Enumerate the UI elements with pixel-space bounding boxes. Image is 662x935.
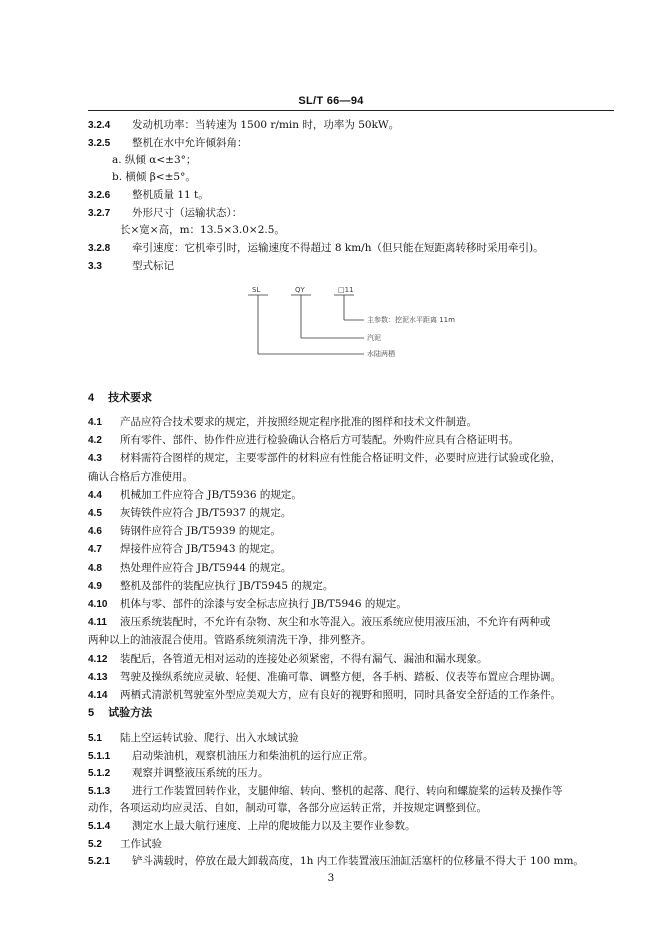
clause-number: 4.8: [88, 562, 102, 574]
clause-text: 灰铸铁件应符合 JB/T5937 的规定。: [120, 507, 292, 519]
clause-line: [88, 819, 614, 834]
clause-number: 4.14: [88, 690, 108, 701]
clause-line: [88, 670, 614, 685]
clause-text: 装配后，各管道无相对运动的连接处必须紧密，不得有漏气、漏油和漏水现象。: [120, 652, 488, 665]
clause-3-2-5: [88, 136, 614, 151]
clause-line: [88, 749, 614, 764]
clause-number: 5.2: [88, 838, 102, 850]
label-amphibious: 水陆两栖: [367, 350, 395, 358]
clause-text: 测定水上最大航行速度、上岸的爬坡能力以及主要作业参数。: [132, 820, 416, 832]
clause-3-2-6: [88, 188, 614, 203]
clause-line: [88, 597, 614, 612]
clause-line: [88, 837, 614, 852]
clause-3-2-8: [88, 241, 614, 256]
clause-3-3: [88, 259, 614, 274]
clause-number: 3.2.8: [88, 243, 111, 254]
clause-text: 型式标记: [132, 260, 174, 272]
clause-text: 发动机功率：当转速为 1500 r/min 时，功率为 50kW。: [132, 119, 400, 131]
code-sl: SL: [252, 286, 261, 294]
clause-text: 产品应符合技术要求的规定，并按照经规定程序批准的图样和技术文件制造。: [120, 416, 477, 428]
clause-text: 工作试验: [120, 837, 162, 850]
clause-line: [88, 415, 614, 430]
clause-text: 两栖式清淤机驾驶室外型应美观大方，应有良好的视野和照明，同时具备安全舒适的工作条件。: [120, 689, 561, 701]
clause-number: 4.2: [88, 435, 102, 447]
clause-3-2-7-dims: 长×宽×高，m：13.5×3.0×2.5。: [120, 224, 285, 236]
clause-number: 5.1.3: [88, 785, 111, 797]
section-title: 技术要求: [108, 392, 153, 404]
clause-number: 5.1.4: [88, 821, 111, 832]
clause-number: 5.1: [88, 733, 102, 744]
clause-line: [88, 488, 614, 503]
label-dredge: 汽泥: [367, 334, 381, 342]
clause-line: [88, 506, 614, 521]
clause-line: [88, 524, 614, 539]
clause-text: 外形尺寸（运输状态）：: [132, 207, 243, 219]
clause-text: 进行工作装置回转作业，支腿伸缩、转向、整机的起落、爬行、转向和螺旋桨的运转及操作等: [132, 784, 563, 797]
clause-line: [88, 451, 614, 466]
clause-number: 3.2.7: [88, 208, 111, 219]
clause-line: [88, 633, 614, 647]
clause-3-2-4: [88, 118, 614, 133]
clause-line: [88, 433, 614, 448]
clause-number: 3.2.5: [88, 138, 111, 149]
clause-text: 启动柴油机，观察机油压力和柴油机的运行应正常。: [132, 749, 374, 762]
clause-text: 陆上空运转试验、爬行、出入水域试验: [120, 732, 299, 744]
clause-text: 整机质量 11 t。: [132, 189, 209, 201]
clause-number: 4.10: [88, 599, 108, 610]
header-rule: [88, 110, 614, 111]
clause-text: 动作，各项运动均应灵活、自如，制动可靠，各部分应运转正常，并按规定调整到位。: [88, 802, 487, 815]
designation-svg: [240, 284, 480, 364]
clause-number: 4.6: [88, 526, 102, 538]
clause-3-2-5-b: b. 横倾 β<±5°。: [112, 171, 196, 183]
clause-text: 热处理件应符合 JB/T5944 的规定。: [120, 561, 292, 574]
clause-line: [88, 801, 614, 815]
clause-line: [88, 854, 614, 869]
label-main-param: 主参数：挖泥水平距离 11m: [367, 316, 455, 324]
clause-number: 3.2.6: [88, 190, 111, 201]
section-number: 4: [88, 392, 95, 404]
section-number: 5: [88, 707, 95, 719]
section-title: 试验方法: [108, 707, 153, 719]
clause-text: 铸钢件应符合 JB/T5939 的规定。: [120, 525, 281, 538]
page-number: 3: [327, 872, 335, 884]
section-4-heading: [88, 391, 152, 405]
clause-line: [88, 766, 614, 781]
clause-text: 确认合格后方准使用。: [88, 470, 193, 483]
clause-text: 液压系统装配时，不允许有杂物、灰尘和水等混入。液压系统应使用液压油，不允许有两种或: [120, 616, 551, 629]
clause-line: [88, 615, 614, 630]
clause-text: 整机及部件的装配应执行 JB/T5945 的规定。: [120, 579, 334, 592]
clause-text: 整机在水中允许倾斜角：: [132, 137, 248, 149]
clause-text: 焊接件应符合 JB/T5943 的规定。: [120, 543, 281, 556]
clause-line: [88, 784, 614, 799]
code-qy: QY: [295, 286, 305, 294]
clause-text: 所有零件、部件、协作件应进行检验确认合格后方可装配。外购件应具有合格证明书。: [120, 434, 519, 447]
clause-3-2-7: [88, 206, 614, 221]
clause-number: 5.1.2: [88, 768, 111, 780]
page-header: SL/T 66—94: [298, 95, 364, 107]
clause-line: [88, 731, 614, 746]
clause-line: [88, 652, 614, 667]
clause-number: 4.7: [88, 544, 102, 556]
clause-text: 观察并调整液压系统的压力。: [132, 767, 269, 780]
clause-number: 4.5: [88, 508, 102, 519]
clause-number: 5.1.1: [88, 750, 111, 762]
clause-3-2-5-a: a. 纵倾 α<±3°；: [112, 154, 197, 166]
clause-text: 材料需符合图样的规定，主要零部件的材料应有性能合格证明文件，必要时应进行试验或化验，: [120, 452, 561, 465]
code-param: □11: [338, 286, 354, 294]
clause-number: 4.1: [88, 417, 102, 428]
clause-number: 4.9: [88, 580, 102, 592]
clause-line: [88, 542, 614, 557]
clause-text: 两种以上的油液混合使用。管路系统须清洗干净，排列整齐。: [88, 634, 372, 647]
clause-text: 牵引速度：它机牵引时，运输速度不得超过 8 km/h（但只能在短距离转移时采用牵引)。: [132, 242, 544, 254]
model-designation-diagram: [240, 284, 480, 364]
clause-line: [88, 579, 614, 594]
clause-number: 3.3: [88, 261, 102, 272]
clause-text: 机械加工件应符合 JB/T5936 的规定。: [120, 488, 302, 501]
clause-number: 4.11: [88, 617, 107, 629]
clause-text: 铲斗满载时，停放在最大卸载高度，1h 内工作装置液压油缸活塞杆的位移量不得大于 100 mm。: [132, 855, 584, 868]
clause-text: 驾驶及操纵系统应灵敏、轻便、准确可靠、调整方便，各手柄、踏板、仪表等布置应合理协调。: [120, 670, 561, 683]
clause-number: 3.2.4: [88, 120, 111, 131]
clause-line: [88, 470, 614, 484]
clause-line: [88, 688, 614, 703]
clause-line: [88, 561, 614, 576]
section-5-heading: [88, 706, 152, 720]
clause-text: 机体与零、部件的涂漆与安全标志应执行 JB/T5946 的规定。: [120, 598, 407, 610]
clause-number: 4.4: [88, 489, 102, 501]
clause-number: 5.2.1: [88, 856, 111, 868]
clause-number: 4.3: [88, 453, 102, 465]
clause-number: 4.12: [88, 653, 108, 665]
clause-number: 4.13: [88, 671, 108, 683]
